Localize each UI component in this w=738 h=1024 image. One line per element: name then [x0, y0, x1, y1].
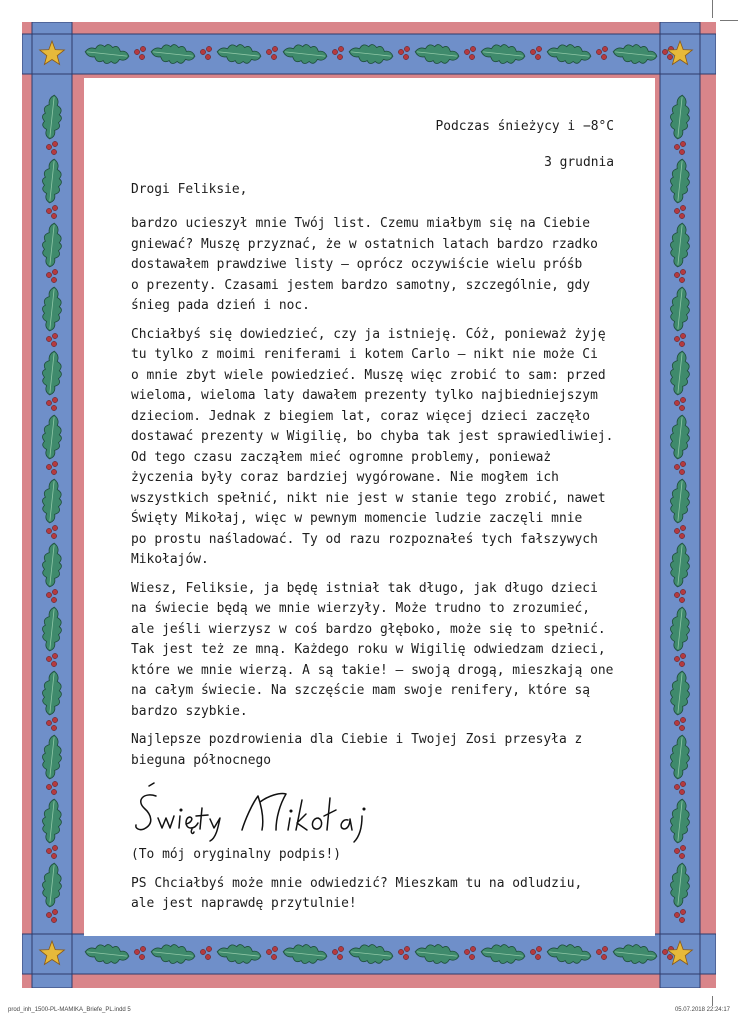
paragraph-1: bardzo ucieszył mnie Twój list. Czemu miałbym się na Ciebie gniewać? Muszę przyznać, że w ostatnich latach bardzo rzadko dostawałem prawdziwe listy – oprócz oczywiście wielu próśb o prezenty. Czasami jestem bardzo samotny, szczególnie, gdy śnieg pada dzień i noc. [131, 216, 598, 313]
crop-mark [712, 0, 713, 18]
letter-place-date [436, 100, 615, 190]
crop-mark [712, 996, 713, 1006]
print-file-name: prod_inh_1500-PL-MAMIKA_Briefe_PL.indd 5 [8, 1007, 131, 1013]
place-line: Podczas śnieżycy i −8°C [435, 119, 614, 134]
postscript: PS Chciałbyś może mnie odwiedzić? Mieszkam tu na odludziu, ale jest naprawdę przytulnie! [131, 875, 583, 911]
paragraph-2: Chciałbyś się dowiedzieć, czy ja istnieję. Cóż, ponieważ żyję tu tylko z moimi reniferami i kotem Carlo – nikt nie może Ci o mnie zbyt wiele powiedzieć. Muszę więc zrobić to sam: przed wieloma, wieloma laty dawałem prezenty tylko najbiedniejszym dzieciom. Jednak z biegiem lat, coraz więcej dzieci zaczęło dostawać prezenty w Wigilię, bo chyba tak jest sprawiedliwiej. Od tego czasu zacząłem mieć ogromne problemy, ponieważ życzenia były coraz bardziej wygórowane. Nie mogłem ich wszystkich spełnić, nikt nie jest w stanie tego zrobić, nawet Święty Mikołaj, więc w pewnym momencie ludzie zaczęli mnie po prostu naśladować. Ty od razu rozpoznałeś tych fałszywych Mikołajów. [131, 326, 614, 567]
paragraph-3: Wiesz, Feliksie, ja będę istniał tak długo, jak długo dzieci na świecie będą we mnie wierzyły. Może trudno to zrozumieć, ale jeśli wierzysz w coś bardzo głęboko, może się to spełnić. Tak jest też ze mną. Każdego roku w Wigilię odwiedzam dzieci, które we mnie wierzą. A są takie! – swoją drogą, mieszkają one na całym świecie. Na szczęście mam swoje renifery, które są bardzo szybkie. [131, 580, 614, 719]
print-timestamp: 05.07.2018 22:24:17 [674, 1007, 730, 1013]
signature-note: (To mój oryginalny podpis!) [131, 847, 342, 862]
letter-greeting: Drogi Feliksie, [131, 182, 248, 197]
letter-body [131, 214, 631, 779]
crop-mark [720, 20, 738, 21]
date-line: 3 grudnia [544, 155, 614, 170]
handwritten-signature [130, 782, 430, 844]
letter-closing [131, 845, 631, 923]
paragraph-4: Najlepsze pozdrowienia dla Ciebie i Twojej Zosi przesyła z bieguna północnego [131, 732, 583, 768]
